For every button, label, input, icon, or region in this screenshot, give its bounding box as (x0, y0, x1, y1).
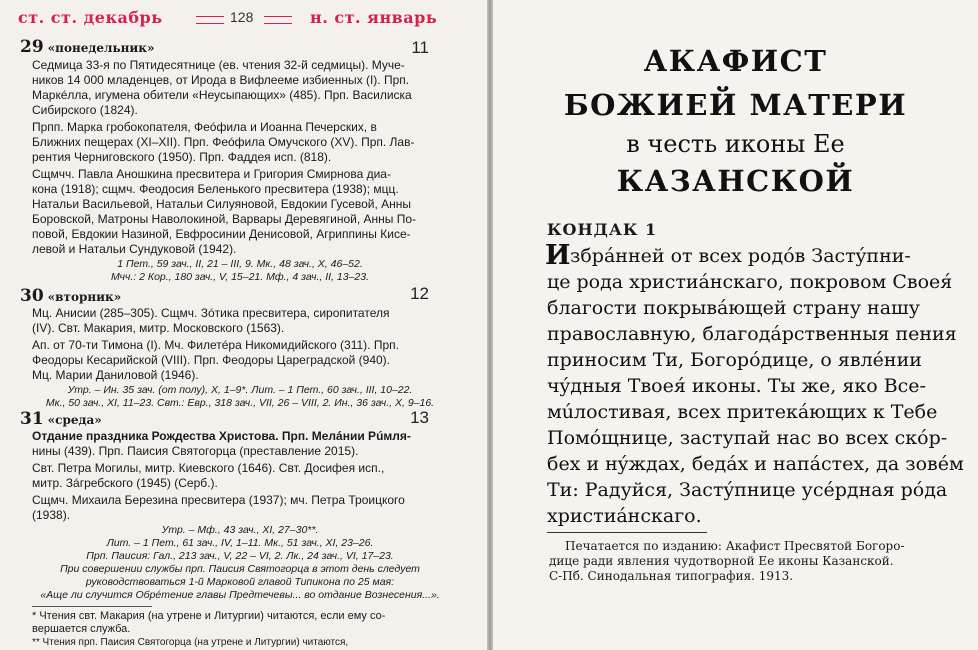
footnote-rule (32, 606, 152, 607)
left-page (0, 0, 487, 650)
header-ornament-left (196, 16, 224, 24)
new-style-date: 12 (410, 284, 429, 303)
text-line: Сщмчч. Павла Аношкина пресвитера и Григория Смирнова диа- (32, 167, 391, 181)
akathist-title: АКАФИСТ (643, 44, 828, 78)
reading-citation: Утр. – Ин. 35 зач. (от полу), X, 1–9*. Лит. – 1 Пет., 60 зач., III, 10–22. (67, 384, 413, 396)
text-line: православную, благодáрственныя пения (547, 323, 957, 345)
drop-cap: И (545, 240, 571, 271)
text-line: Боровской, Матроны Наволокиной, Варвары Деревягиной, Анны По- (32, 212, 417, 226)
footnote-line: * Чтения свт. Макария (на утрене и Литургии) читаются, если ему со- (32, 610, 386, 622)
akathist-title-icon: КАЗАНСКОЙ (616, 164, 855, 198)
right-page (493, 0, 978, 650)
page-number: 128 (230, 9, 254, 25)
service-note: руководствоваться 1-й Марковой главой Типикона по 25 мая: (85, 576, 395, 588)
text-line: Мц. Марии Даниловой (1946). (32, 368, 199, 382)
text-line: мúлостивая, всех притекáющих к Тебе (547, 401, 938, 423)
footnote-line: ** Чтения прп. Паисия Святогорца (на утрене и Литургии) читаются, (32, 637, 349, 648)
text-line: Натальи Васильевой, Натальи Силуяновой, Евдокии Гусевой, Анны (32, 197, 412, 211)
text-line: приносим Ти, Богорóдице, о явлéнии (547, 349, 922, 371)
print-note-line: дице ради явления чудотворной Ее иконы Казанской. (549, 554, 894, 568)
text-line: чýдныя Твоея́ иконы. Ты же, яко Все- (547, 375, 926, 397)
reading-citation: 1 Пет., 59 зач., II, 21 – III, 9. Мк., 48 зач., X, 46–52. (117, 258, 363, 270)
text-line: Маркéлла, игумена обители «Неусыпающих» (485). Прп. Василиска (32, 88, 412, 102)
text-line: Отдание праздника Рождества Христова. Прп. Мелáнии Рúмля- (32, 429, 411, 443)
service-note: При совершении службы прп. Паисия Святогорца в этот день следует (60, 563, 420, 575)
day-heading-29 (20, 37, 450, 57)
day-heading-30 (20, 286, 450, 306)
header-ornament-right (264, 16, 292, 24)
note-rule (547, 532, 707, 533)
day-number: 29 (20, 37, 44, 57)
text-line: Свт. Петра Могилы, митр. Киевского (1646). Свт. Досифея исп., (32, 461, 385, 475)
text-line: христиáнскаго. (547, 505, 702, 527)
weekday-name: «понедельник» (47, 41, 155, 55)
text-line: Сибирского (1824). (32, 103, 138, 117)
reading-citation: Утр. – Мф., 43 зач., XI, 27–30**. (161, 524, 319, 536)
text-line: левой и Натальи Сундуковой (1942). (32, 242, 237, 256)
day-heading-31 (20, 409, 450, 429)
text-line: збрáнней от всех родóв Застýпни- (570, 245, 911, 267)
text-line: Помóщнице, заступай нас во всех скóр- (547, 427, 948, 449)
weekday-name: «среда» (47, 413, 102, 427)
text-line: ников 14 000 младенцев, от Ирода в Вифлееме избиенных (I). Прп. (32, 73, 410, 87)
day-number: 31 (20, 409, 44, 429)
text-line: Феодоры Кесарийской (VIII). Прп. Феодоры Цареградской (940). (32, 353, 391, 367)
text-line: митр. Зáгребского (1945) (Серб.). (32, 476, 218, 490)
text-line: (IV). Свт. Макария, митр. Московского (1563). (32, 321, 285, 335)
text-line: повой, Евдокии Назиной, Евфросинии Денисовой, Агриппины Кисе- (32, 227, 411, 241)
footnote-line: вершается служба. (32, 623, 131, 635)
text-line: Ближних пещерах (XI–XII). Прп. Феóфила Омучского (XV). Прп. Лав- (32, 135, 415, 149)
text-line: Ап. от 70-ти Тимона (I). Мч. Филетéра Никомидийского (311). Прп. (32, 338, 399, 352)
reading-citation: Лит. – 1 Пет., 61 зач., IV, 1–11. Мк., 51 зач., XI, 23–26. (106, 537, 374, 549)
akathist-subtitle: в честь иконы Ее (626, 130, 845, 158)
print-note-line: С-Пб. Синодальная типография. 1913. (549, 569, 794, 583)
header-old-style-month: ст. ст. декабрь (18, 8, 163, 27)
kondak-heading: КОНДАК 1 (547, 220, 658, 239)
reading-citation: Мчч.: 2 Кор., 180 зач., V, 15–21. Мф., 4 зач., II, 13–23. (110, 271, 370, 283)
header-new-style-month: н. ст. январь (310, 8, 438, 27)
text-line: бех и нýждах, бедáх и напáстех, да зовéм (547, 453, 964, 475)
new-style-date: 13 (410, 408, 429, 427)
text-line: благости покрывáющей страну нашу (547, 297, 920, 319)
service-note: «Аще ли случится Обрéтение главы Предтечевы... во отдание Вознесения...». (40, 589, 440, 601)
print-note-line: Печатается по изданию: Акафист Пресвятой Богоро- (565, 539, 905, 553)
text-line: Ти: Радуйся, Застýпнице усéрдная рóда (547, 479, 948, 501)
page-header (18, 8, 468, 30)
weekday-name: «вторник» (47, 290, 122, 304)
text-line: це рода христиáнскаго, покровом Своея́ (547, 271, 953, 293)
reading-citation: Мк., 50 зач., XI, 11–23. Свт.: Евр., 318 зач., VII, 26 – VIII, 2. Ин., 36 зач., X, 9–16. (45, 397, 435, 409)
text-line: Сщмч. Михаила Березина пресвитера (1937); мч. Петра Троицкого (32, 493, 405, 507)
text-line: Прпп. Марка гробокопателя, Феóфила и Иоанна Печерских, в (32, 120, 377, 134)
text-line: Мц. Анисии (285–305). Сщмч. Зóтика пресвитера, сиропитателя (32, 306, 390, 320)
reading-citation: Прп. Паисия: Гал., 213 зач., V, 22 – VI, 2. Лк., 24 зач., VI, 17–23. (86, 550, 394, 562)
text-line: (1938). (32, 508, 71, 522)
text-line: нины (439). Прп. Паисия Святогорца (преставление 2015). (32, 444, 359, 458)
day-number: 30 (20, 286, 44, 306)
new-style-date: 11 (411, 38, 429, 57)
text-line: рентия Черниговского (1950). Прп. Фаддея исп. (818). (32, 150, 332, 164)
text-line: кона (1918); сщмч. Феодосия Беленького пресвитера (1938); мцц. (32, 182, 399, 196)
text-line: Седмица 33-я по Пятидесятнице (ев. чтения 32-й седмицы). Муче- (32, 58, 405, 72)
akathist-title: БОЖИЕЙ МАТЕРИ (563, 88, 908, 122)
